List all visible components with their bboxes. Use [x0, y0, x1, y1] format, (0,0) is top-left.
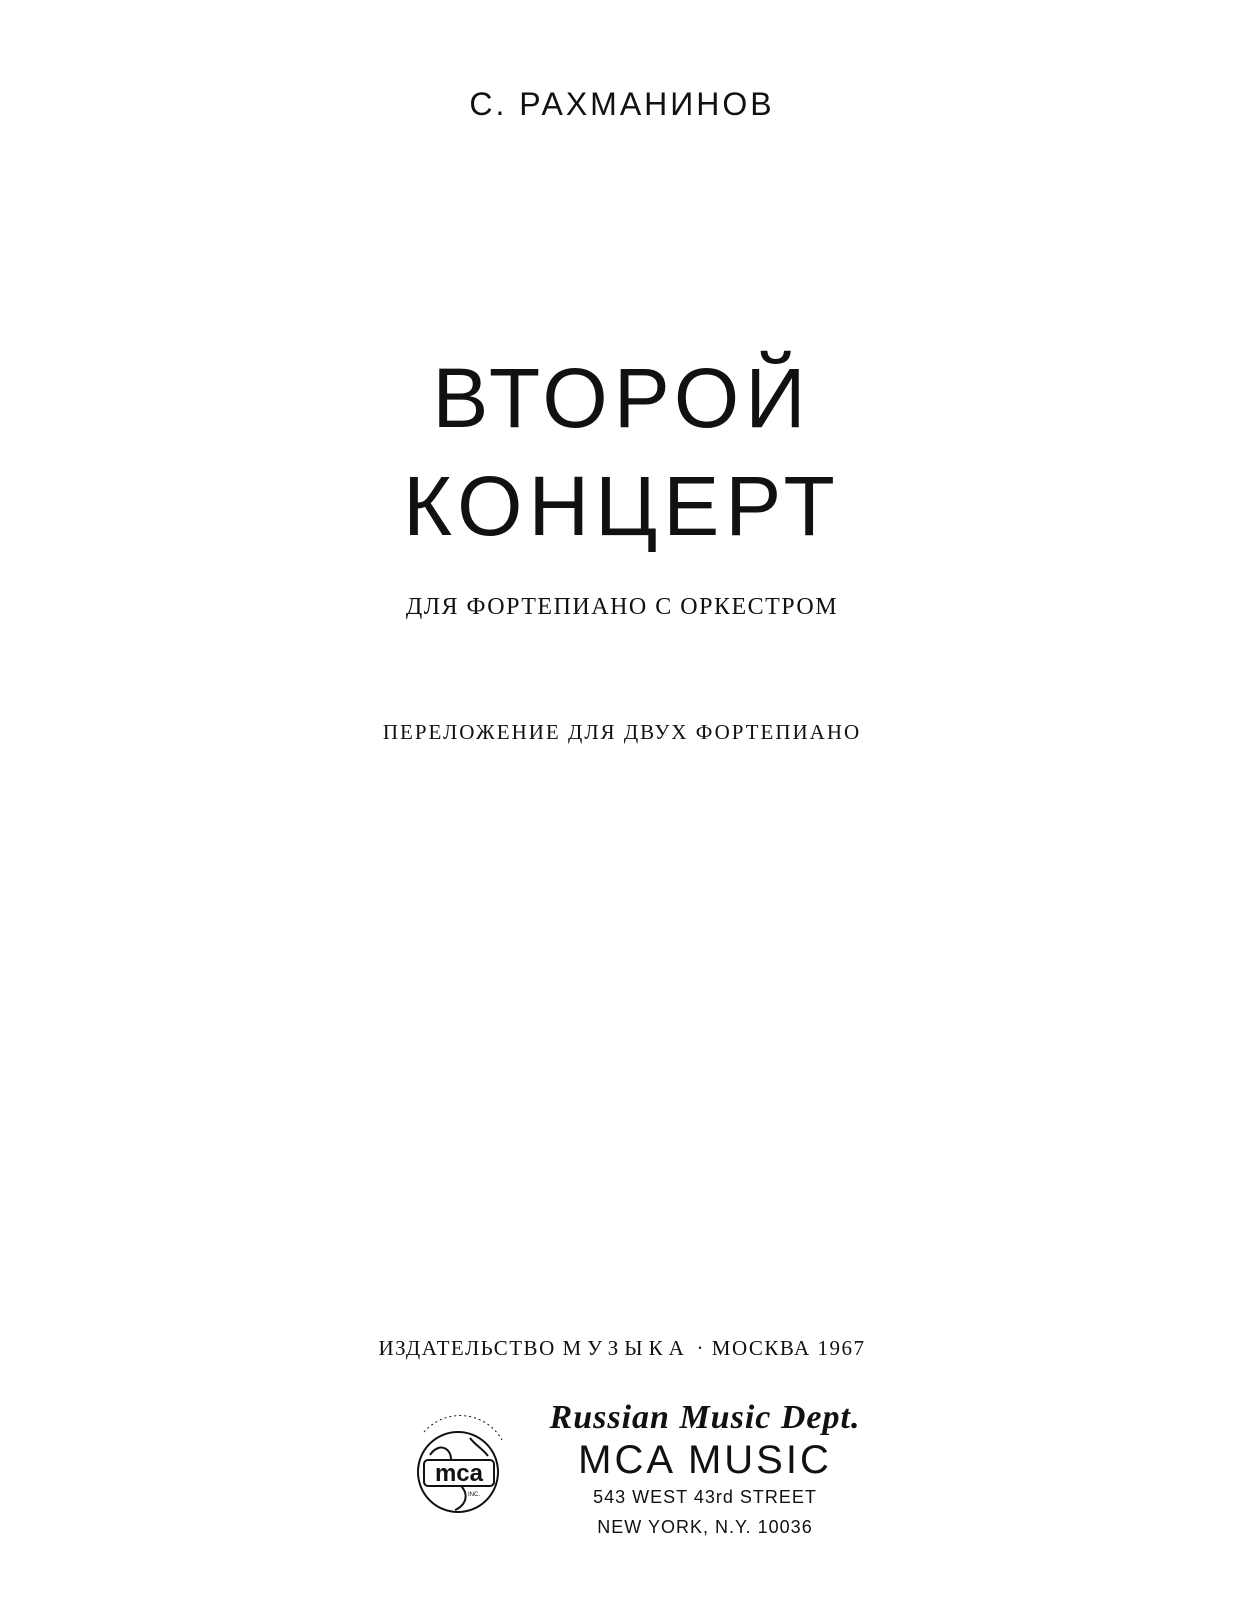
arrangement-note: ПЕРЕЛОЖЕНИЕ ДЛЯ ДВУХ ФОРТЕПИАНО — [382, 720, 862, 744]
publisher-stamp — [520, 1398, 890, 1542]
composer-name: С. РАХМАНИНОВ — [469, 86, 775, 122]
seal-logo-text: mca — [434, 1460, 484, 1487]
publisher-prefix: ИЗДАТЕЛЬСТВО — [378, 1336, 556, 1360]
subtitle: ДЛЯ ФОРТЕПИАНО С ОРКЕСТРОМ — [405, 594, 839, 620]
publisher-imprint — [0, 1336, 1244, 1361]
publication-year: 1967 — [817, 1336, 866, 1360]
stamp-city: NEW YORK, N.Y. 10036 — [597, 1517, 813, 1537]
stamp-company: MCA MUSIC — [578, 1438, 832, 1482]
mca-seal-logo — [410, 1410, 515, 1520]
globe-seal-icon — [410, 1410, 515, 1520]
stamp-department: Russian Music Dept. — [549, 1399, 861, 1436]
stamp-street: 543 WEST 43rd STREET — [593, 1487, 817, 1507]
title-line-1: ВТОРОЙ — [432, 351, 812, 445]
imprint-separator: · — [696, 1336, 706, 1360]
seal-inc-text: INC. — [468, 1492, 480, 1498]
title-line-2: КОНЦЕРТ — [403, 459, 841, 553]
publisher-name: МУЗЫКА — [562, 1336, 690, 1360]
publisher-city: МОСКВА — [711, 1336, 811, 1360]
